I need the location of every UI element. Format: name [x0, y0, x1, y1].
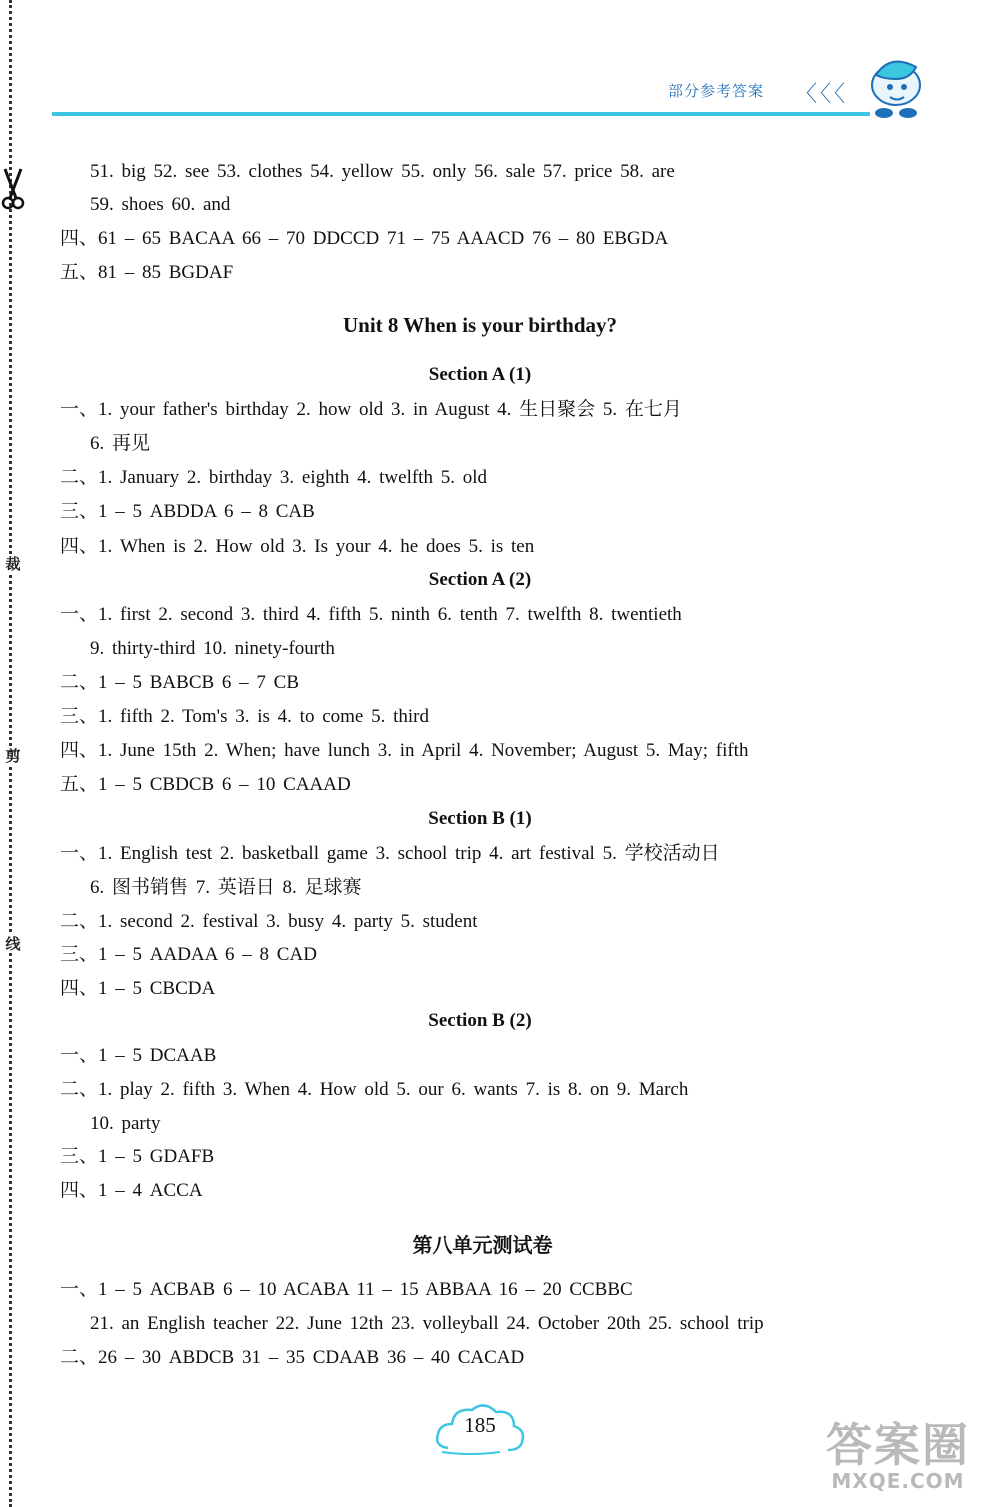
header-label: 部分参考答案	[668, 82, 765, 100]
cut-mark-3: 线	[2, 935, 24, 953]
answer-line: 59. shoes 60. and	[90, 194, 231, 215]
page-number-badge	[430, 1398, 530, 1458]
answer-line: 6. 图书销售 7. 英语日 8. 足球赛	[90, 877, 362, 898]
answer-line: 一、1. your father's birthday 2. how old 3. in August 4. 生日聚会 5. 在七月	[60, 399, 682, 420]
answer-line: 二、1. second 2. festival 3. busy 4. party 5. student	[60, 911, 478, 932]
answer-line: 五、81 – 85 BGDAF	[60, 262, 234, 283]
answer-line: 四、61 – 65 BACAA 66 – 70 DDCCD 71 – 75 AAACD 76 – 80 EBGDA	[60, 228, 669, 249]
watermark	[814, 1420, 982, 1492]
answer-line: 五、1 – 5 CBDCB 6 – 10 CAAAD	[60, 774, 351, 795]
answer-line: 51. big 52. see 53. clothes 54. yellow 55. only 56. sale 57. price 58. are	[90, 161, 675, 182]
answer-line: 一、1. first 2. second 3. third 4. fifth 5. ninth 6. tenth 7. twelfth 8. twentieth	[60, 604, 682, 625]
chevron-left-icon: 〈〈〈	[795, 82, 849, 107]
scissors-icon	[0, 165, 26, 213]
mascot-icon	[860, 45, 930, 125]
section-title: Section A (2)	[428, 569, 532, 590]
answer-line: 二、1. January 2. birthday 3. eighth 4. twelfth 5. old	[60, 467, 487, 488]
answer-line: 四、1 – 5 CBCDA	[60, 978, 216, 999]
answer-line: 一、1 – 5 ACBAB 6 – 10 ACABA 11 – 15 ABBAA 16 – 20 CCBBC	[60, 1279, 633, 1300]
page-number: 185	[464, 1413, 496, 1437]
answer-line: 四、1 – 4 ACCA	[60, 1180, 203, 1201]
answer-line: 三、1 – 5 GDAFB	[60, 1146, 215, 1167]
answer-line: 四、1. June 15th 2. When; have lunch 3. in April 4. November; August 5. May; fifth	[60, 740, 749, 761]
answer-line: 9. thirty-third 10. ninety-fourth	[90, 638, 335, 659]
answer-line: 三、1. fifth 2. Tom's 3. is 4. to come 5. third	[60, 706, 429, 727]
answer-line: 10. party	[90, 1113, 161, 1134]
section-title: Section B (1)	[428, 808, 532, 829]
answer-line: 一、1. English test 2. basketball game 3. school trip 4. art festival 5. 学校活动日	[60, 843, 720, 864]
watermark-url: MXQE.COM	[831, 1469, 965, 1493]
answer-line: 一、1 – 5 DCAAB	[60, 1045, 217, 1066]
answer-line: 二、26 – 30 ABDCB 31 – 35 CDAAB 36 – 40 CACAD	[60, 1347, 525, 1368]
watermark-logo: 答案圈	[826, 1418, 970, 1472]
test-title: 第八单元测试卷	[412, 1233, 553, 1257]
cut-mark-1: 裁	[2, 555, 24, 573]
answer-line: 四、1. When is 2. How old 3. Is your 4. he does 5. is ten	[60, 536, 535, 557]
answer-line: 三、1 – 5 ABDDA 6 – 8 CAB	[60, 501, 315, 522]
cut-mark-2: 剪	[2, 747, 24, 765]
answer-line: 三、1 – 5 AADAA 6 – 8 CAD	[60, 944, 317, 965]
answer-line: 21. an English teacher 22. June 12th 23. volleyball 24. October 20th 25. school trip	[90, 1313, 764, 1334]
unit-title: Unit 8 When is your birthday?	[342, 313, 618, 337]
answer-line: 二、1 – 5 BABCB 6 – 7 CB	[60, 672, 300, 693]
answer-line: 6. 再见	[90, 433, 151, 454]
section-title: Section B (2)	[428, 1010, 532, 1031]
header-divider	[52, 112, 870, 116]
section-title: Section A (1)	[428, 364, 532, 385]
answer-line: 二、1. play 2. fifth 3. When 4. How old 5. our 6. wants 7. is 8. on 9. March	[60, 1079, 689, 1100]
